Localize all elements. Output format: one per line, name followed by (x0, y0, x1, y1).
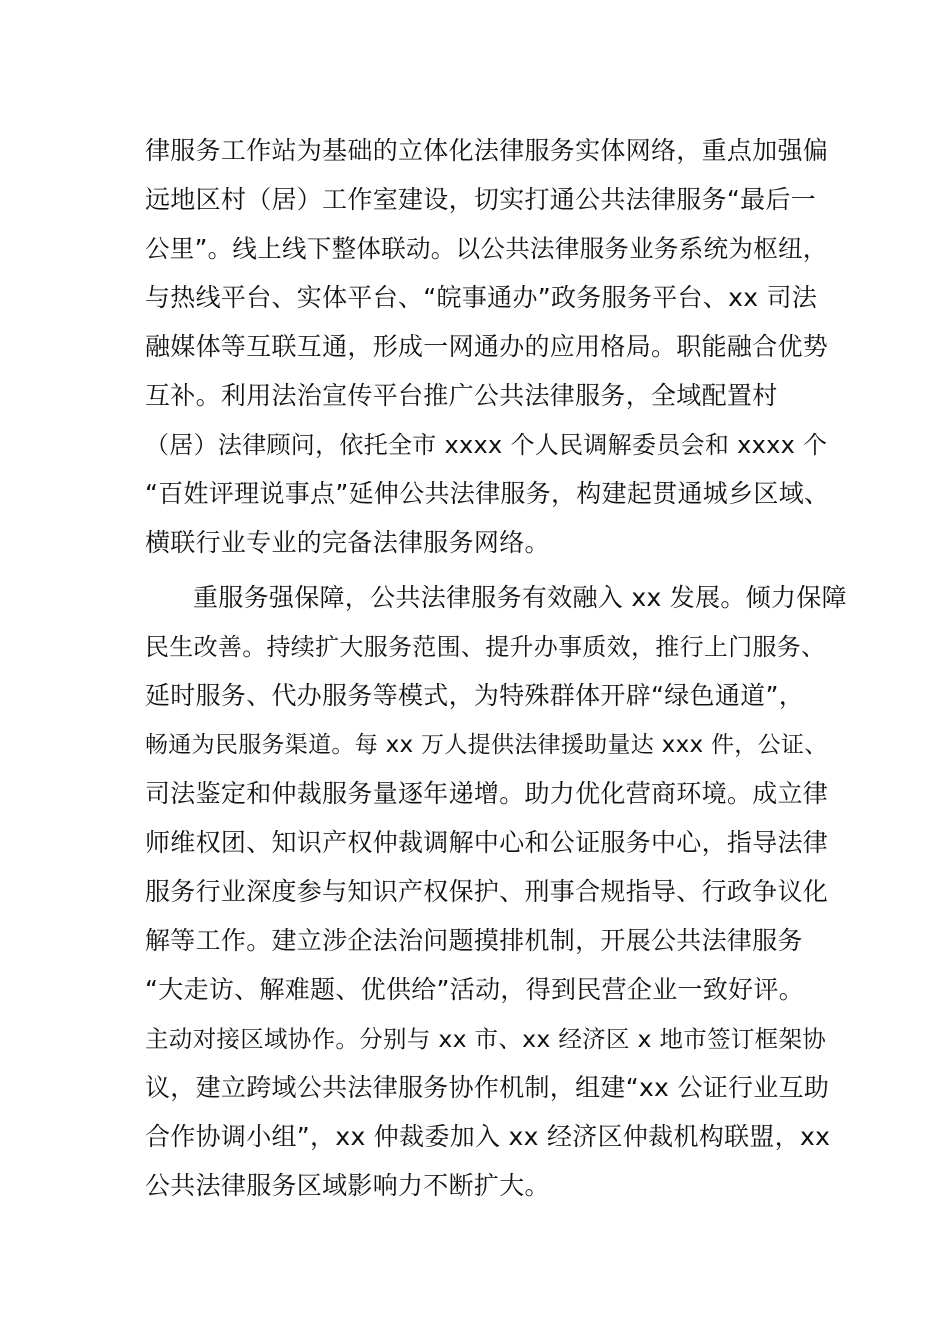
text-line: （居）法律顾问，依托全市 xxxx 个人民调解委员会和 xxxx 个 (145, 431, 828, 459)
text-line: 与热线平台、实体平台、“皖事通办”政务服务平台、xx 司法 (145, 283, 818, 312)
text-line: 远地区村（居）工作室建设，切实打通公共法律服务“最后一 (145, 185, 817, 214)
text-line: 民生改善。持续扩大服务范围、提升办事质效，推行上门服务、 (145, 633, 826, 661)
text-line: 畅通为民服务渠道。每 xx 万人提供法律援助量达 xxx 件，公证、 (145, 732, 828, 758)
text-line: 服务行业深度参与知识产权保护、刑事合规指导、行政争议化 (145, 877, 829, 906)
text-line: 师维权团、知识产权仲裁调解中心和公证服务中心，指导法律 (145, 828, 829, 857)
text-line: 公共法律服务区域影响力不断扩大。 (145, 1171, 550, 1200)
text-line: “百姓评理说事点”延伸公共法律服务，构建起贯通城乡区域、 (145, 479, 830, 508)
text-line: 司法鉴定和仲裁服务量逐年递增。助力优化营商环境。成立律 (145, 779, 829, 808)
text-line: 合作协调小组”，xx 仲裁委加入 xx 经济区仲裁机构联盟，xx (145, 1122, 831, 1151)
text-line: 互补。利用法治宣传平台推广公共法律服务，全域配置村 (145, 381, 778, 410)
text-line: 律服务工作站为基础的立体化法律服务实体网络，重点加强偏 (145, 136, 829, 165)
text-line: 横联行业专业的完备法律服务网络。 (145, 528, 550, 557)
text-line: 主动对接区域协作。分别与 xx 市、xx 经济区 x 地市签订框架协 (145, 1025, 827, 1053)
text-line: 融媒体等互联互通，形成一网通办的应用格局。职能融合优势 (145, 332, 829, 361)
text-line: 延时服务、代办服务等模式，为特殊群体开辟“绿色通道”， (145, 681, 805, 710)
text-line: 公里”。线上线下整体联动。以公共法律服务业务系统为枢纽， (145, 234, 828, 263)
text-line: “大走访、解难题、优供给”活动，得到民营企业一致好评。 (145, 975, 805, 1004)
paragraph-start-line: 重服务强保障，公共法律服务有效融入 xx 发展。倾力保障 (193, 583, 847, 612)
text-line: 议，建立跨域公共法律服务协作机制，组建“xx 公证行业互助 (145, 1073, 830, 1102)
text-line: 解等工作。建立涉企法治问题摸排机制，开展公共法律服务 (145, 926, 803, 955)
